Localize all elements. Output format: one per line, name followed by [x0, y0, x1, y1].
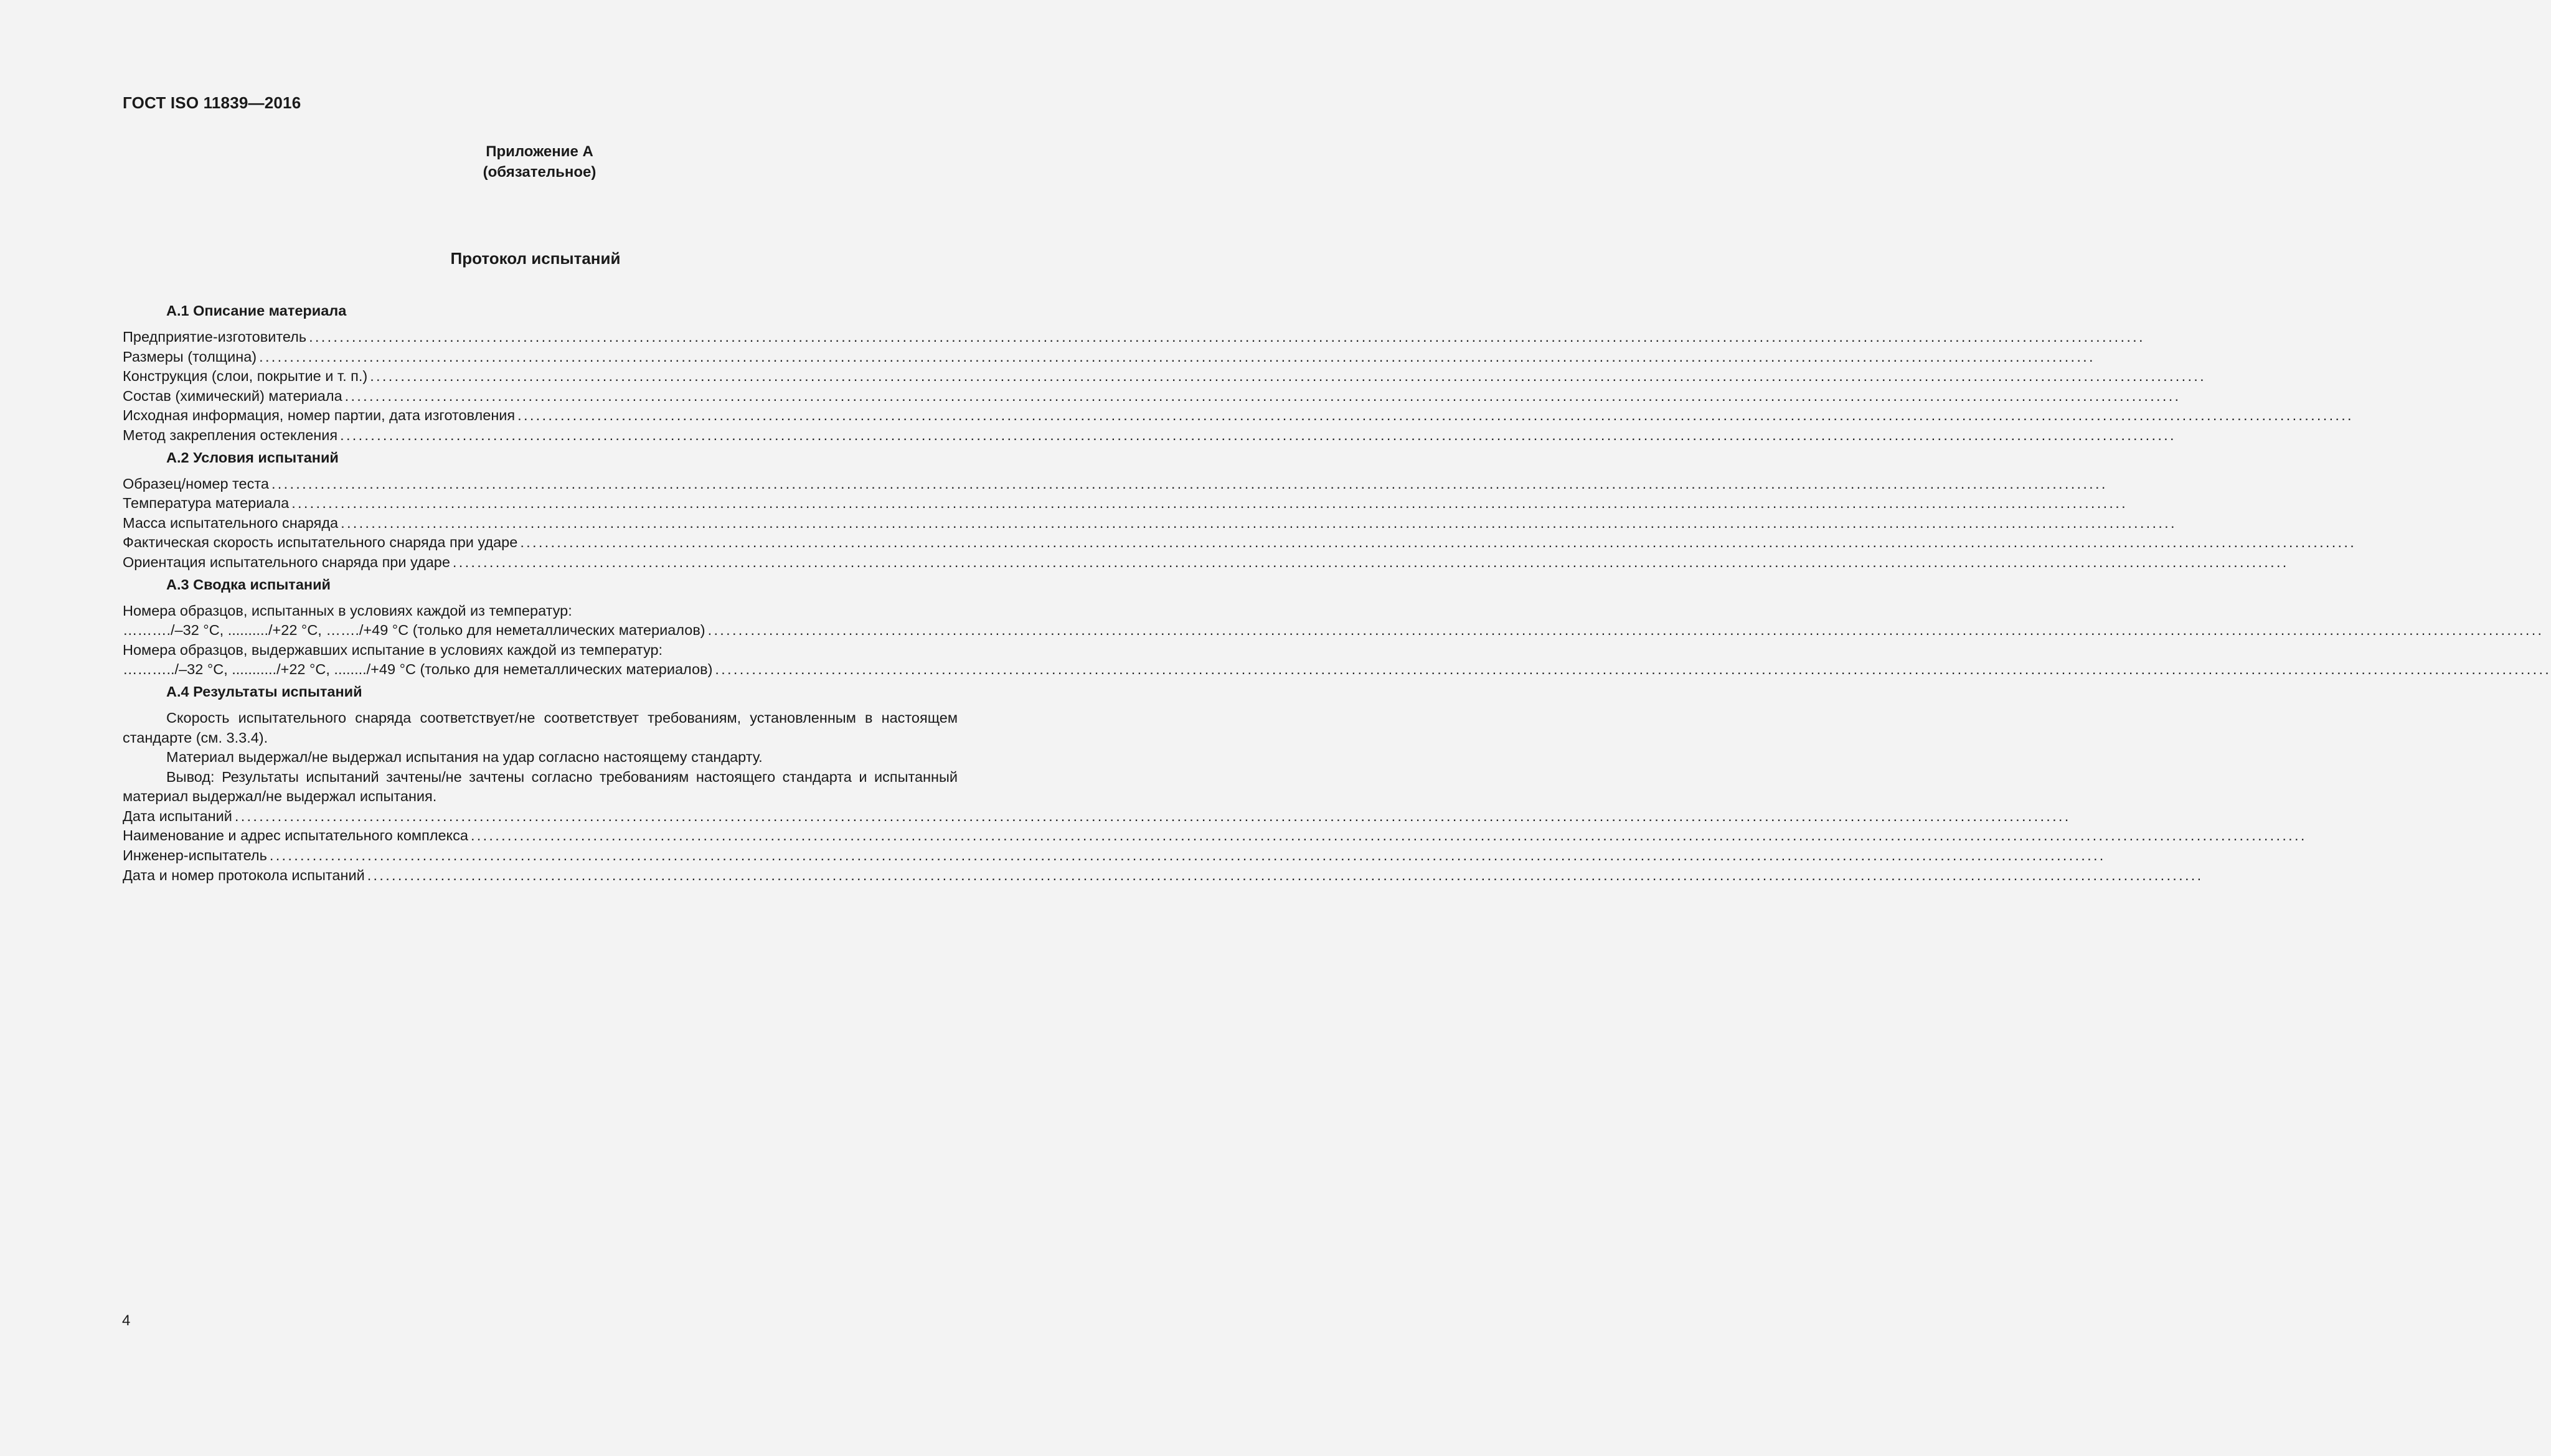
form-line-label: Масса испытательного снаряда [123, 514, 339, 531]
page-number: 4 [122, 1312, 131, 1329]
appendix-title: Приложение А [486, 143, 593, 160]
temperatures-label: ………./–32 °С, ........../+22 °С, ……./+49 °С (только для неметаллических материалов) [123, 622, 705, 639]
form-line [123, 866, 2204, 886]
form-line [123, 826, 2307, 846]
fill-in-dots: ............................................................................................................................................................................................................................................................................................................ [309, 329, 2145, 345]
form-line [123, 367, 2206, 387]
form-line-label: Предприятие-изготовитель [123, 329, 307, 345]
appendix-heading [0, 141, 1079, 182]
fill-in-dots: ............................................................................................................................................................................................................................................................................................................ [340, 426, 2176, 443]
result-paragraph: Скорость испытательного снаряда соответствует/не соответствует требованиям, установленным в настоящем стандарте (см. 3.3.4). [123, 709, 958, 746]
passed-samples-intro: Номера образцов, выдержавших испытание в условиях каждой из температур: [123, 641, 663, 658]
form-line [123, 426, 2176, 446]
form-line-label: Конструкция (слои, покрытие и т. п.) [123, 368, 368, 385]
temperatures-label: ………../–32 °С, .........../+22 °С, ......../+49 °С (только для неметаллических материалов) [123, 661, 713, 678]
fill-in-dots: ............................................................................................................................................................................................................................................................................................................ [291, 495, 2128, 512]
fill-in-dots: ............................................................................................................................................................................................................................................................................................................ [367, 867, 2204, 883]
fill-in-dots: ............................................................................................................................................................................................................................................................................................................ [344, 387, 2181, 404]
fill-in-dots: ............................................................................................................................................................................................................................................................................................................ [370, 368, 2206, 385]
protocol-content [123, 301, 2551, 885]
tested-samples-temperatures [123, 621, 2544, 641]
form-line [123, 474, 2108, 494]
fill-in-dots: ............................................................................................................................................................................................................................................................................................................ [269, 847, 2106, 864]
section-a1-heading: А.1 Описание материала [166, 303, 347, 319]
appendix-status: (обязательное) [483, 164, 596, 181]
fill-in-dots: ............................................................................................................................................................................................................................................................................................................ [715, 661, 2551, 678]
form-line-label: Дата испытаний [123, 807, 232, 824]
form-line-label: Метод закрепления остекления [123, 426, 338, 443]
form-line [123, 327, 2145, 347]
form-line-label: Дата и номер протокола испытаний [123, 867, 365, 883]
form-line [123, 846, 2106, 866]
section-a3-heading: А.3 Сводка испытаний [166, 576, 331, 593]
form-line-label: Фактическая скорость испытательного снаряда при ударе [123, 534, 518, 551]
document-code: ГОСТ ISO 11839—2016 [123, 93, 301, 112]
form-line-label: Инженер-испытатель [123, 847, 267, 864]
form-line-label: Исходная информация, номер партии, дата изготовления [123, 407, 516, 424]
fill-in-dots: ............................................................................................................................................................................................................................................................................................................ [452, 553, 2289, 570]
form-line [123, 807, 2071, 827]
form-line-label: Ориентация испытательного снаряда при ударе [123, 553, 450, 570]
form-line-label: Наименование и адрес испытательного комплекса [123, 827, 468, 844]
form-line [123, 494, 2128, 514]
fill-in-dots: ............................................................................................................................................................................................................................................................................................................ [271, 475, 2108, 492]
form-line-label: Образец/номер теста [123, 475, 269, 492]
form-line [123, 514, 2177, 533]
result-paragraph: Материал выдержал/не выдержал испытания на удар согласно настоящему стандарту. [166, 749, 763, 766]
fill-in-dots: ............................................................................................................................................................................................................................................................................................................ [707, 622, 2544, 639]
form-line-label: Размеры (толщина) [123, 348, 257, 365]
fill-in-dots: ............................................................................................................................................................................................................................................................................................................ [234, 807, 2071, 824]
fill-in-dots: ............................................................................................................................................................................................................................................................................................................ [517, 407, 2354, 424]
form-line [123, 347, 2095, 367]
fill-in-dots: ............................................................................................................................................................................................................................................................................................................ [259, 348, 2095, 365]
form-line [123, 553, 2289, 573]
fill-in-dots: ............................................................................................................................................................................................................................................................................................................ [470, 827, 2307, 844]
passed-samples-temperatures [123, 660, 2551, 680]
fill-in-dots: ............................................................................................................................................................................................................................................................................................................ [341, 514, 2177, 531]
form-line [123, 406, 2354, 426]
form-line [123, 387, 2181, 406]
form-line [123, 533, 2357, 553]
section-a4-heading: А.4 Результаты испытаний [166, 683, 362, 700]
tested-samples-intro: Номера образцов, испытанных в условиях каждой из температур: [123, 602, 572, 619]
protocol-title: Протокол испытаний [450, 249, 621, 268]
form-line-label: Температура материала [123, 495, 290, 512]
fill-in-dots: ............................................................................................................................................................................................................................................................................................................ [520, 534, 2357, 551]
conclusion-paragraph: Вывод: Результаты испытаний зачтены/не зачтены согласно требованиям настоящего стандарта и испытанный материал выдержал/не выдержал испытания. [123, 768, 958, 805]
section-a2-heading: А.2 Условия испытаний [166, 449, 339, 466]
form-line-label: Состав (химический) материала [123, 387, 342, 404]
